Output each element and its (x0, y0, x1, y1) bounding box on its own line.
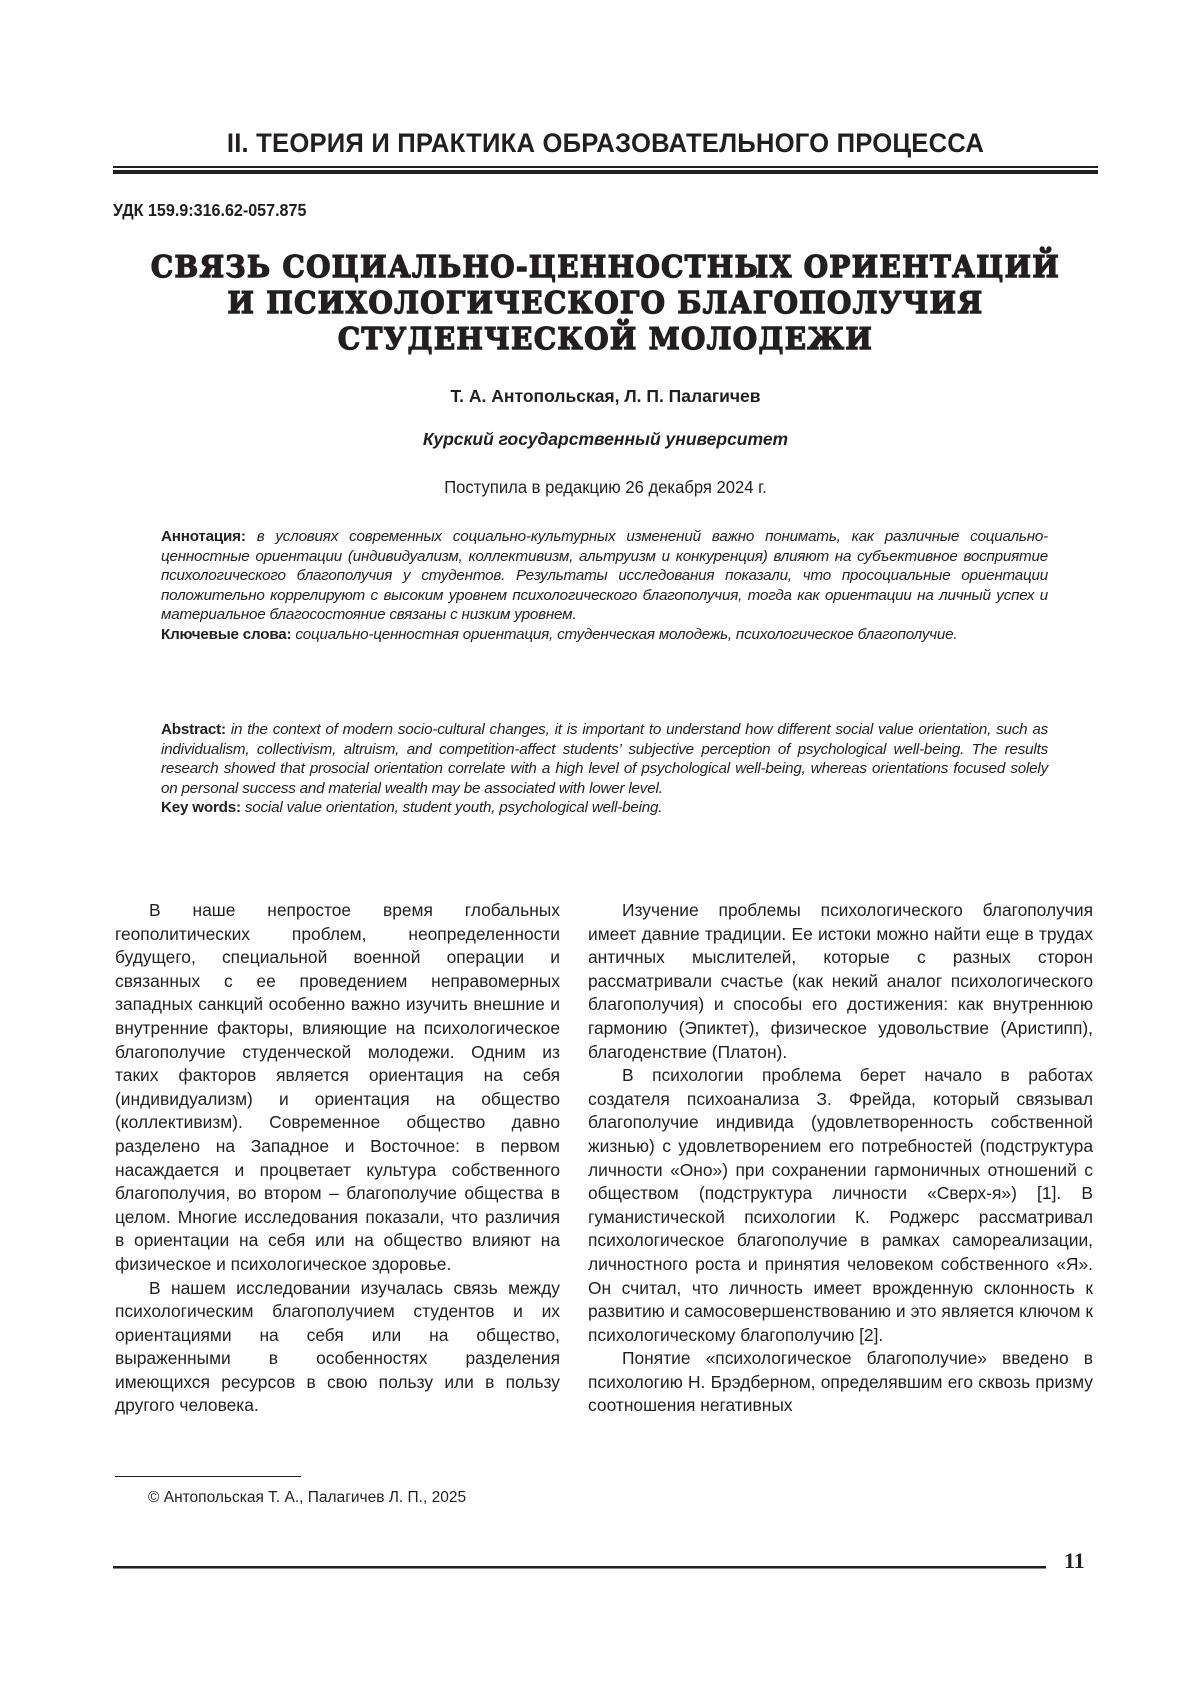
body-paragraph: В нашем исследовании изучалась связь между психологическим благополучием студентов и их ориентациями на себя или на общество, выраженными в особенностях разделения имеющихся ресурсов в свою пользу или в пользу другого человека. (115, 1277, 560, 1416)
abstract-label: Abstract: (161, 721, 226, 738)
body-paragraph: В психологии проблема берет начало в работах создателя психоанализа З. Фрейда, который связывал благополучие индивида (удовлетворенность собственной жизнью) с удовлетворением его потребностей (подструктура личности «Оно») при сохранении гармоничных отношений с обществом (подструктура личности «Сверх-я») [1]. В гуманистической психологии К. Роджерс рассматривал психологическое благополучие в рамках самореализации, личностного роста и принятия человеком собственного «Я». Он считал, что личность имеет врожденную склонность к развитию и самосовершенствованию и это является ключом к психологическому благополучию [2]. (588, 1065, 1093, 1345)
article-title (147, 250, 1063, 358)
affiliation: Курский государственный университет (422, 429, 789, 449)
annotation-label: Аннотация: (161, 528, 246, 545)
keywords-label: Ключевые слова: (161, 625, 292, 643)
body-paragraph: В наше непростое время глобальных геополитических проблем, неопределенности будущего, специальной военной операции и связанных с ее проведением неправомерных западных санкций особенно важно изучить внешние и внутренние факторы, влияющие на психологическое благополучие студенческой молодежи. Одним из таких факторов является ориентация на себя (индивидуализм) и ориентация на общество (коллективизм). Современное общество давно разделено на Западное и Восточное: в первом насаждается и процветает культура собственного благополучия, во втором – благополучие общества в целом. Многие исследования показали, что различия в ориентации на себя или на общество влияют на физическое и психологическое здоровье. (115, 900, 560, 1274)
authors: Т. А. Антопольская, Л. П. Палагичев (450, 386, 761, 406)
article-title-line: И ПСИХОЛОГИЧЕСКОГО БЛАГОПОЛУЧИЯ (227, 286, 984, 321)
received-date: Поступила в редакцию 26 декабря 2024 г. (444, 477, 767, 497)
abstract-text: in the context of modern socio-cultural changes, it is important to understand how different social value orientation, such as individualism, collectivism, altruism, and competition-affect students’ subjective perception of psychological well-being. The results research showed that prosocial orientation correlate with a high level of psychological well-being, whereas orientations focused solely on personal success and material wealth may be associated with lower level. (161, 721, 1048, 797)
keywords-en (161, 798, 1048, 818)
annotation-ru (161, 527, 1048, 644)
body-column-left (115, 899, 560, 1418)
keywords-text: социально-ценностная ориентация, студенческая молодежь, психологическое благополучие. (291, 625, 958, 643)
copyright-footnote: © Антопольская Т. А., Палагичев Л. П., 2025 (148, 1489, 467, 1506)
footer-rule (113, 1566, 1046, 1569)
article-title-line: СВЯЗЬ СОЦИАЛЬНО-ЦЕННОСТНЫХ ОРИЕНТАЦИЙ (150, 250, 1061, 285)
article-title-line: СТУДЕНЧЕСКОЙ МОЛОДЕЖИ (337, 322, 874, 357)
body-paragraph: Понятие «психологическое благополучие» введено в психологию Н. Брэдберном, определявшим его сквозь призму соотношения негативных (588, 1348, 1093, 1416)
abstract-en (161, 720, 1048, 818)
abstract-paragraph (161, 720, 1048, 798)
annotation-paragraph (161, 527, 1048, 625)
footnote-divider (115, 1476, 301, 1477)
keywords-en-text: social value orientation, student youth, psychological well-being. (240, 799, 663, 816)
keywords-ru (161, 625, 1048, 645)
body-paragraph: Изучение проблемы психологического благополучия имеет давние традиции. Ее истоки можно найти еще в трудах античных мыслителей, которые с разных сторон рассматривали счастье (как некий аналог психологического благополучия) и способы его достижения: как внутреннюю гармонию (Эпиктет), физическое удовольствие (Аристипп), благоденствие (Платон). (588, 900, 1093, 1062)
udc-code: УДК 159.9:316.62-057.875 (113, 200, 307, 220)
section-header: II. ТЕОРИЯ И ПРАКТИКА ОБРАЗОВАТЕЛЬНОГО ПРОЦЕССА (226, 128, 985, 158)
annotation-text: в условиях современных социально-культурных изменений важно понимать, как различные социально-ценностные ориентации (индивидуализм, коллективизм, альтруизм и конкуренция) влияют на субъективное восприятие психологического благополучия у студентов. Результаты исследования показали, что просоциальные ориентации положительно коррелируют с высоким уровнем психологического благополучия, тогда как ориентации на личный успех и материальное благосостояние связаны с низким уровнем. (161, 528, 1048, 623)
keywords-en-label: Key words: (161, 799, 241, 816)
body-column-right (588, 899, 1093, 1418)
page-number: 11 (1064, 1548, 1085, 1573)
header-rule (113, 166, 1098, 174)
